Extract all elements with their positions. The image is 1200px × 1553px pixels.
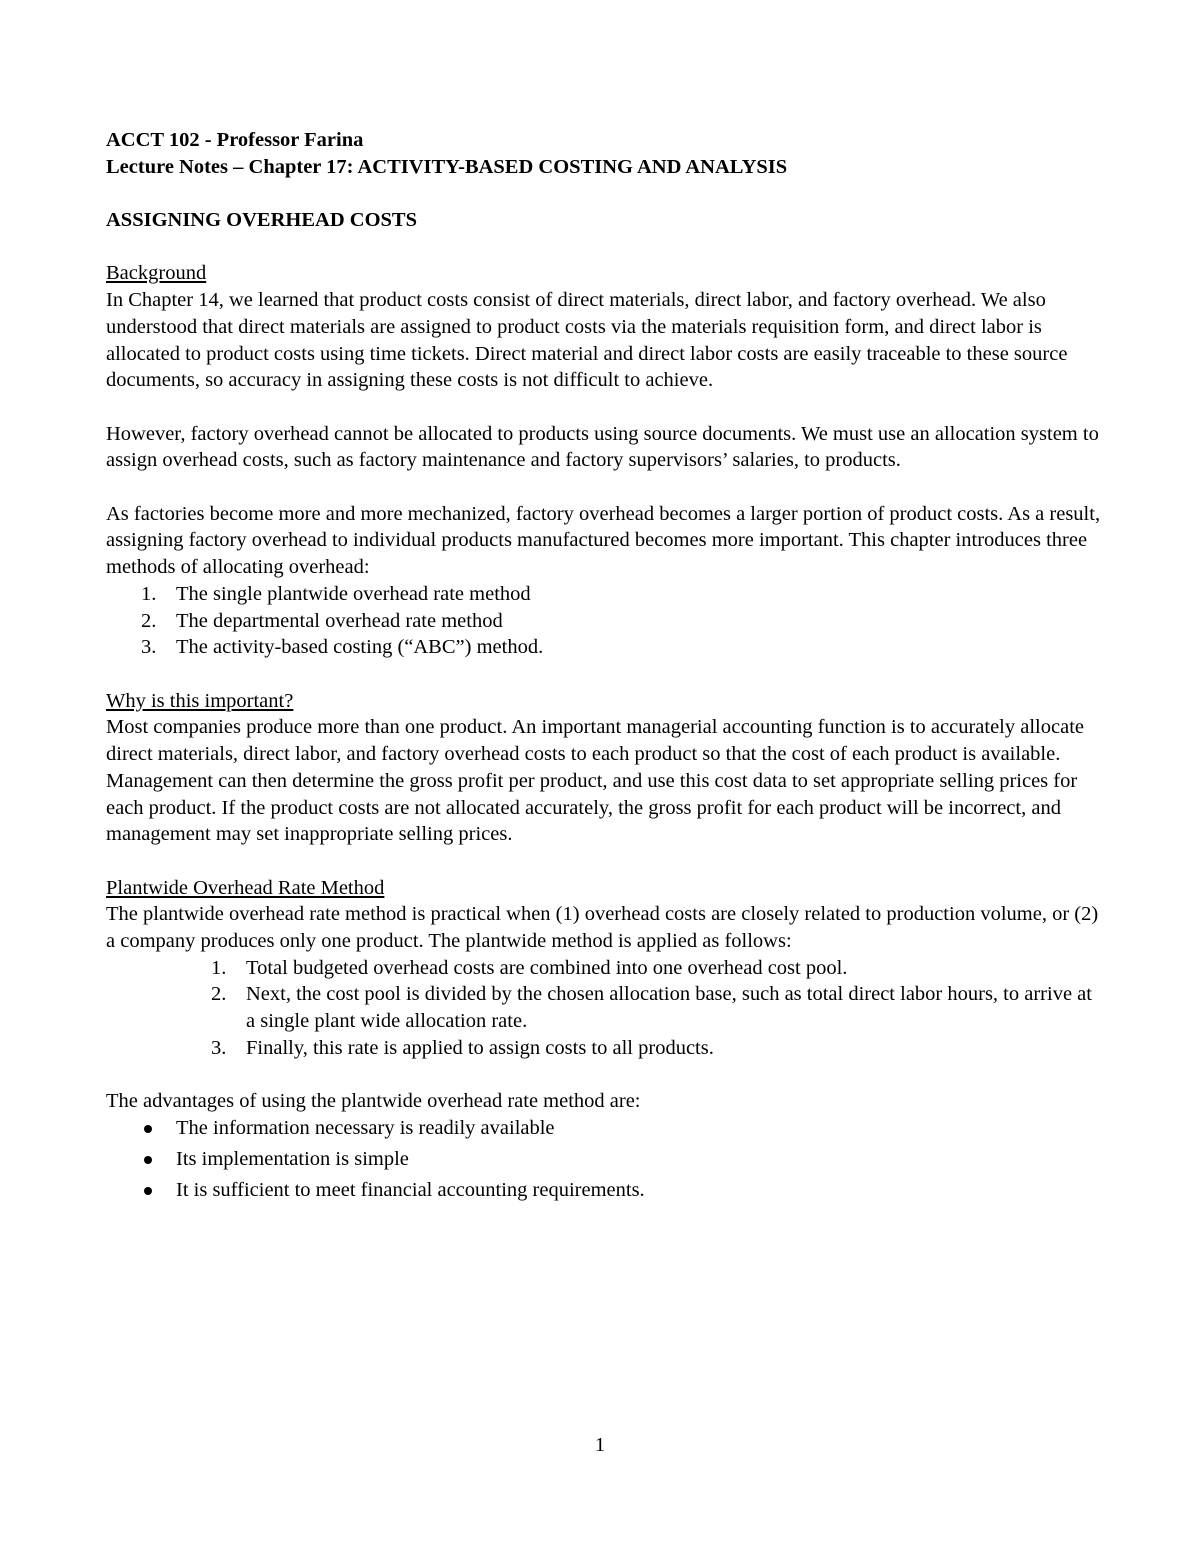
list-item [106,1146,1106,1173]
bullet-icon [144,1187,152,1195]
bullet-icon [144,1125,152,1133]
background-heading: Background [106,262,207,285]
list-item [106,955,1106,982]
plantwide-paragraph: The plantwide overhead rate method is practical when (1) overhead costs are closely related to production volume, or (2) a company produces only one product. The plantwide method is applied as follows: [106,903,1099,952]
advantages-intro: The advantages of using the plantwide overhead rate method are: [106,1090,641,1113]
importance-heading: Why is this important? [106,689,294,712]
list-item [106,1115,1106,1142]
bullet-icon [144,1156,152,1164]
list-number: 2. [211,983,227,1006]
page-number: 1 [594,1434,606,1456]
course-title: ACCT 102 - Professor Farina [106,129,364,151]
list-item-text: It is sufficient to meet financial accounting requirements. [176,1179,645,1202]
list-item-text: The departmental overhead rate method [176,609,503,632]
list-item-text: The information necessary is readily available [176,1116,555,1139]
list-item [106,981,1106,1034]
section-title: ASSIGNING OVERHEAD COSTS [106,209,417,232]
list-item [106,1035,1106,1062]
list-item [106,634,1106,661]
list-item [106,608,1106,635]
background-paragraph-1: In Chapter 14, we learned that product costs consist of direct materials, direct labor, and factory overhead. We also understood that direct materials are assigned to product costs via the materials requisition form, and direct labor is allocated to product costs using time tickets. Direct material and direct labor costs are easily traceable to these source documents, so accuracy in assigning these costs is not difficult to achieve. [106,289,1068,392]
importance-paragraph: Most companies produce more than one product. An important managerial accounting function is to accurately allocate direct materials, direct labor, and factory overhead costs to each product so that the cost of each product is available. Management can then determine the gross profit per product, and use this cost data to set appropriate selling prices for each product. If the product costs are not allocated accurately, the gross profit for each product will be incorrect, and management may set inappropriate selling prices. [106,716,1084,846]
background-paragraph-2: However, factory overhead cannot be allocated to products using source documents. We must use an allocation system to assign overhead costs, such as factory maintenance and factory supervisors’ salaries, to products. [106,422,1099,472]
document-page [106,127,1106,1209]
lecture-title: Lecture Notes – Chapter 17: ACTIVITY-BASED COSTING AND ANALYSIS [106,155,788,178]
methods-list [106,581,1106,661]
list-number: 3. [141,636,157,659]
list-number: 1. [211,956,227,979]
list-item-text: Total budgeted overhead costs are combined into one overhead cost pool. [246,956,848,979]
list-number: 3. [211,1036,227,1059]
plantwide-heading: Plantwide Overhead Rate Method [106,876,385,899]
list-item-text: The single plantwide overhead rate method [176,582,531,605]
list-item-text: Finally, this rate is applied to assign costs to all products. [246,1036,714,1059]
list-number: 2. [141,609,157,632]
list-item-text: Next, the cost pool is divided by the chosen allocation base, such as total direct labor hours, to arrive at a single plant wide allocation rate. [246,983,1092,1033]
list-item [106,1177,1106,1204]
list-item [106,581,1106,608]
background-paragraph-3: As factories become more and more mechanized, factory overhead becomes a larger portion of product costs. As a result, assigning factory overhead to individual products manufactured becomes more important. This chapter introduces three methods of allocating overhead: [106,502,1101,579]
list-number: 1. [141,582,157,605]
list-item-text: Its implementation is simple [176,1148,409,1171]
list-item-text: The activity-based costing (“ABC”) method. [176,636,544,659]
advantages-list [106,1115,1106,1204]
plantwide-steps-list [106,955,1106,1062]
